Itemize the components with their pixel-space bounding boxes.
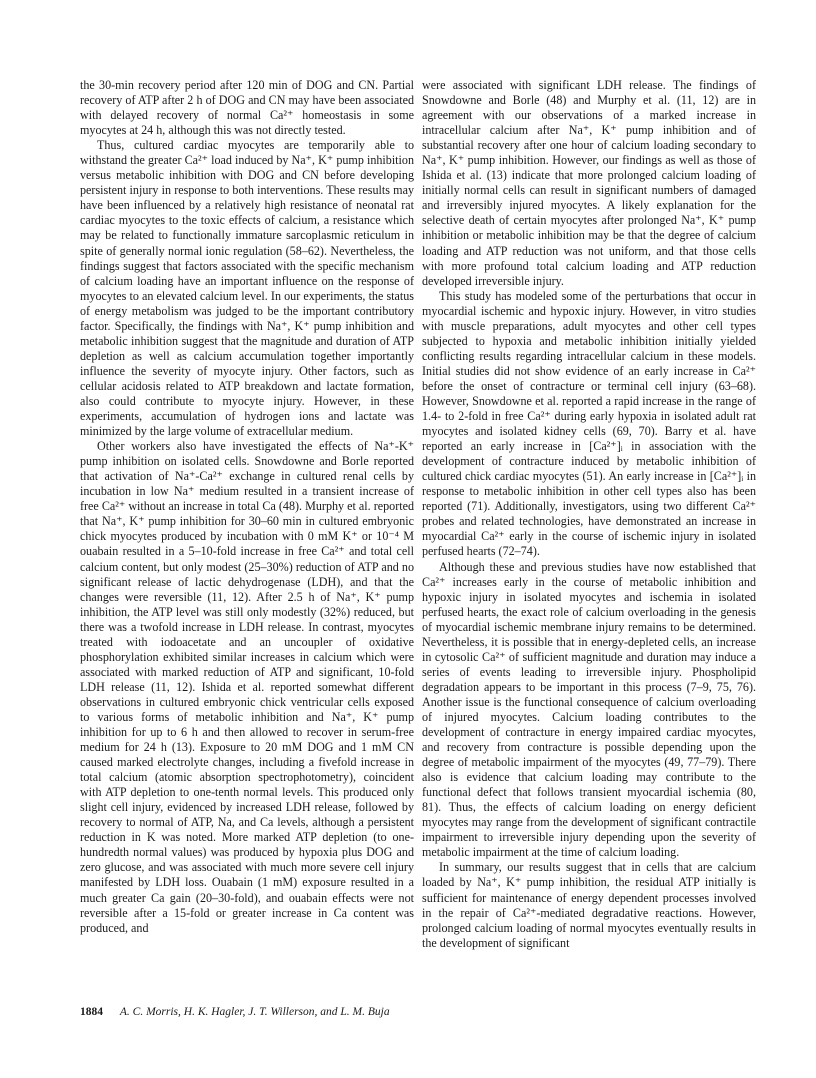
page-footer xyxy=(80,1006,390,1018)
right-column xyxy=(422,78,756,951)
paragraph: were associated with significant LDH release. The findings of Snowdowne and Borle (48) and Murphy et al. (11, 12) are in agreement with our observations of a marked increase in intracellular calcium after Na⁺, K⁺ pump inhibition and of substantial recovery after one hour of calcium loading secondary to Na⁺, K⁺ pump inhibition. However, our findings as well as those of Ishida et al. (13) indicate that more prolonged calcium loading of initially normal cells can result in significant numbers of damaged and irreversibly injured myocytes. A likely explanation for the selective death of certain myocytes after prolonged Na⁺, K⁺ pump inhibition or metabolic inhibition may be that the degree of calcium loading and ATP reduction was not uniform, and that those cells with more profound total calcium loading and ATP reduction developed irreversible injury. xyxy=(422,78,756,288)
running-authors: A. C. Morris, H. K. Hagler, J. T. Willerson, and L. M. Buja xyxy=(119,1006,390,1018)
paragraph: Although these and previous studies have now established that Ca²⁺ increases early in the course of metabolic inhibition and hypoxic injury in isolated myocytes and ischemia in isolated perfused hearts, the exact role of calcium overloading in the genesis of myocardial ischemic membrane injury remains to be determined. Nevertheless, it is possible that in energy-depleted cells, an increase in cytosolic Ca²⁺ of sufficient magnitude and duration may induce a series of events leading to irreversible injury. Phospholipid degradation appears to be important in this process (7–9, 75, 76). Another issue is the functional consequence of calcium overloading of injured myocytes. Calcium loading contributes to the development of contracture in energy impaired cardiac myocytes, and recovery from contracture is possible depending upon the degree of metabolic impairment of the myocytes (49, 77–79). There also is evidence that calcium loading may contribute to the functional defect that follows transient myocardial ischemia (80, 81). Thus, the effects of calcium loading on energy deficient myocytes may range from the development of significant contractile impairment to irreversible injury depending upon the severity of metabolic impairment at the time of calcium loading. xyxy=(422,559,756,860)
paragraph: In summary, our results suggest that in cells that are calcium loaded by Na⁺, K⁺ pump inhibition, the residual ATP initially is sufficient for maintenance of energy dependent processes involved in the repair of Ca²⁺-mediated degradative reactions. However, prolonged calcium loading of normal myocytes eventually results in the development of significant xyxy=(422,860,756,950)
paragraph: the 30-min recovery period after 120 min of DOG and CN. Partial recovery of ATP after 2 h of DOG and CN may have been associated with delayed recovery of normal Ca²⁺ homeostasis in some myocytes at 24 h, although this was not directly tested. xyxy=(80,78,414,138)
left-column xyxy=(80,78,414,936)
paragraph: This study has modeled some of the perturbations that occur in myocardial ischemic and hypoxic injury. However, in vitro studies with muscle preparations, adult myocytes and other cell types subjected to hypoxia and metabolic inhibition initially yielded conflicting results regarding intracellular calcium in these models. Initial studies did not show evidence of an early increase in Ca²⁺ before the onset of contracture or terminal cell injury (63–68). However, Snowdowne et al. reported a rapid increase in the range of 1.4- to 2-fold in free Ca²⁺ during early hypoxia in isolated adult rat myocytes and isolated kidney cells (69, 70). Barry et al. have reported an early increase in [Ca²⁺]ᵢ in association with the development of contracture induced by metabolic inhibition of cultured chick cardiac myocytes (51). An early increase in [Ca²⁺]ᵢ in response to metabolic inhibition in other cell types also has been reported (71). Additionally, investigators, using two different Ca²⁺ probes and related technologies, have demonstrated an increase in myocardial Ca²⁺ early in the course of ischemic injury in isolated perfused hearts (72–74). xyxy=(422,288,756,559)
page-number: 1884 xyxy=(80,1006,103,1018)
paragraph: Other workers also have investigated the effects of Na⁺-K⁺ pump inhibition on isolated cells. Snowdowne and Borle reported that activation of Na⁺-Ca²⁺ exchange in cultured renal cells by incubation in low Na⁺ medium resulted in a transient increase of free Ca²⁺ without an increase in total Ca (48). Murphy et al. reported that Na⁺, K⁺ pump inhibition for 30–60 min in cultured embryonic chick myocytes produced by incubation with 0 mM K⁺ or 10⁻⁴ M ouabain resulted in a 5–10-fold increase in free Ca²⁺ and total cell calcium content, but only modest (25–30%) reduction of ATP and no significant release of lactic dehydrogenase (LDH), and that the changes were reversible (11, 12). After 2.5 h of Na⁺, K⁺ pump inhibition, the ATP level was still only modestly (32%) reduced, but there was a twofold increase in LDH release. In contrast, myocytes treated with iodoacetate and an uncoupler of oxidative phosphorylation exhibited similar increases in calcium which were associated with marked reduction of ATP and significant, 10-fold LDH release (11, 12). Ishida et al. reported somewhat different observations in cultured embryonic chick ventricular cells exposed to various forms of metabolic inhibition and Na⁺, K⁺ pump inhibition for up to 6 h and then allowed to recover in serum-free medium for 24 h (13). Exposure to 20 mM DOG and 1 mM CN caused marked electrolyte changes, including a fivefold increase in total calcium (atomic absorption spectrophotometry), coincident with ATP depletion to one-tenth normal levels. This produced only slight cell injury, evidenced by increased LDH release, followed by recovery to normal of ATP, Na, and Ca levels, although a persistent reduction in K was noted. More marked ATP depletion (to one-hundredth normal values) was produced by hypoxia plus DOG and zero glucose, and was associated with much more severe cell injury manifested by LDH loss. Ouabain (1 mM) exposure resulted in a much greater Ca gain (20–30-fold), and ouabain effects were not reversible after a 15-fold or greater increase in Ca content was produced, and xyxy=(80,439,414,935)
paragraph: Thus, cultured cardiac myocytes are temporarily able to withstand the greater Ca²⁺ load induced by Na⁺, K⁺ pump inhibition versus metabolic inhibition with DOG and CN before developing persistent injury in response to both interventions. These results may have been influenced by a relatively high resistance of neonatal rat cardiac myocytes to the toxic effects of calcium, a resistance which may be related to functionally immature sarcoplasmic reticulum in spite of generally normal ionic regulation (58–62). Nevertheless, the findings suggest that factors associated with the specific mechanism of calcium loading have an important influence on the response of myocytes to an elevated calcium level. In our experiments, the status of energy metabolism was judged to be the important contributory factor. Specifically, the findings with Na⁺, K⁺ pump inhibition and metabolic inhibition suggest that the magnitude and duration of ATP depletion as well as calcium accumulation together importantly influence the severity of myocyte injury. Other factors, such as cellular acidosis related to ATP breakdown and lactate formation, also could contribute to myocyte injury. However, in these experiments, accumulation of hydrogen ions and lactate was minimized by the large volume of extracellular medium. xyxy=(80,138,414,439)
